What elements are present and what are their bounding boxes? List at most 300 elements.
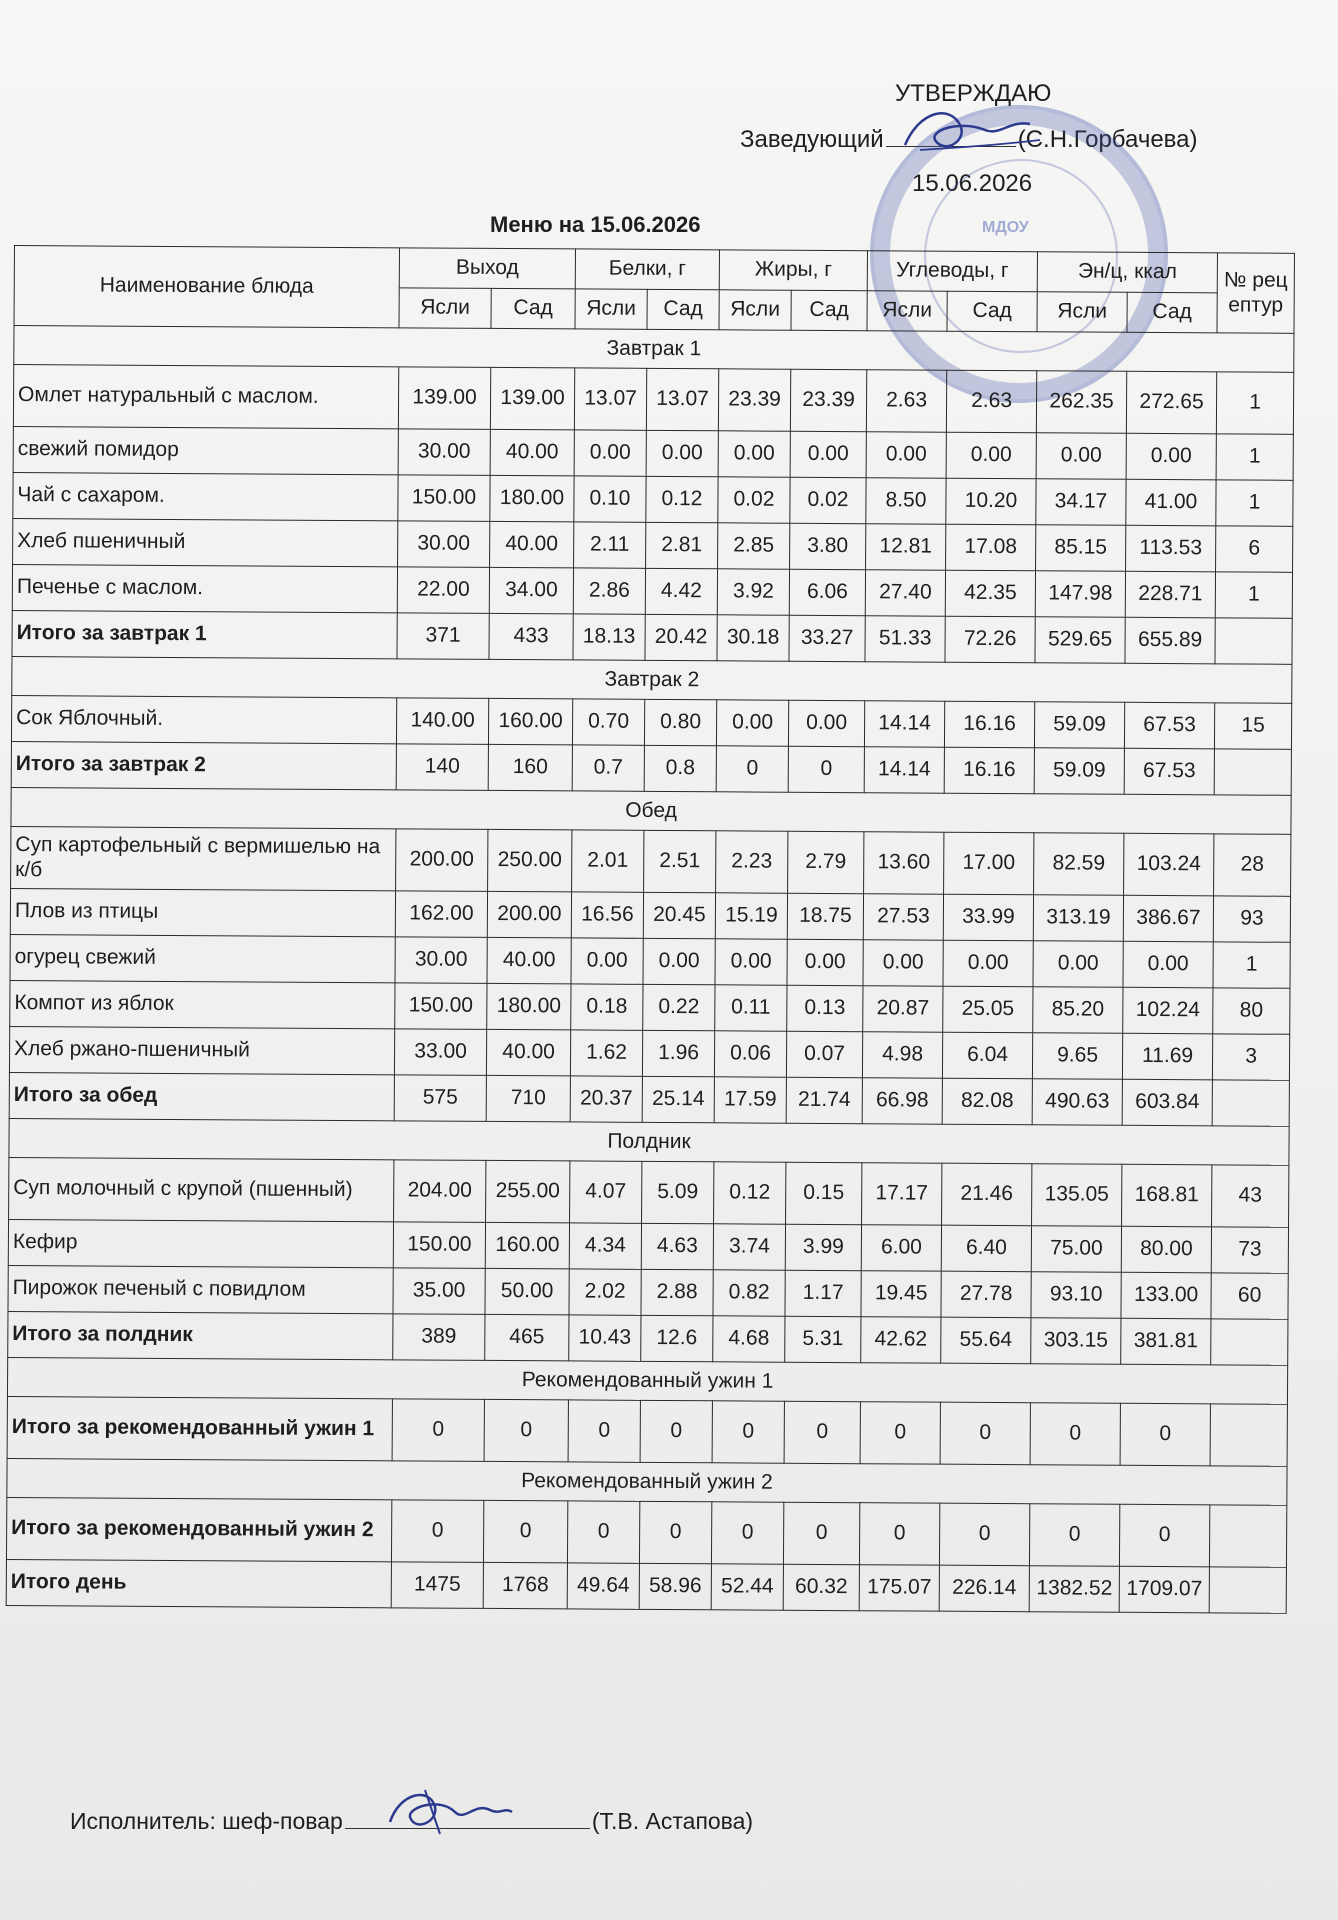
value-cell: 2.02 xyxy=(569,1269,641,1315)
recipe-number: 15 xyxy=(1214,703,1291,749)
recipe-number: 80 xyxy=(1213,988,1290,1034)
total-row xyxy=(6,1559,1286,1613)
value-cell: 50.00 xyxy=(485,1268,569,1315)
header-dish: Наименование блюда xyxy=(14,246,399,328)
dish-row xyxy=(9,1026,1289,1080)
header-nursery: Ясли xyxy=(575,289,647,329)
header-garden: Сад xyxy=(1127,292,1217,333)
value-cell: 0.00 xyxy=(788,700,864,746)
value-cell: 49.64 xyxy=(567,1563,639,1609)
value-cell: 2.23 xyxy=(716,831,788,893)
value-cell: 168.81 xyxy=(1122,1164,1212,1227)
value-cell: 0.00 xyxy=(790,431,866,477)
total-row xyxy=(11,741,1291,795)
value-cell: 3.80 xyxy=(790,523,866,569)
value-cell: 0.06 xyxy=(714,1031,786,1077)
value-cell: 0.80 xyxy=(644,699,716,745)
value-cell: 150.00 xyxy=(393,1222,485,1269)
recipe-number: 1 xyxy=(1213,942,1290,988)
header-fat: Жиры, г xyxy=(719,250,867,291)
value-cell: 4.63 xyxy=(641,1223,713,1269)
recipe-number: 43 xyxy=(1212,1165,1289,1227)
dish-row xyxy=(9,1157,1289,1227)
total-label: Итого за обед xyxy=(9,1072,394,1120)
recipe-number: 93 xyxy=(1213,896,1290,942)
value-cell: 55.64 xyxy=(941,1317,1031,1364)
value-cell: 35.00 xyxy=(393,1268,485,1315)
total-label: Итого за полдник xyxy=(8,1311,393,1359)
value-cell: 575 xyxy=(394,1075,486,1122)
dish-name: Плов из птицы xyxy=(10,888,395,936)
value-cell: 2.63 xyxy=(866,370,946,432)
executor-name: (Т.В. Астапова) xyxy=(591,1808,754,1834)
value-cell: 6.04 xyxy=(942,1032,1032,1079)
seal-text: МДОУ xyxy=(982,219,1029,236)
recipe-number xyxy=(1212,1080,1289,1126)
dish-row xyxy=(13,365,1293,435)
value-cell: 139.00 xyxy=(398,367,490,430)
value-cell: 4.07 xyxy=(570,1161,642,1223)
value-cell: 200.00 xyxy=(396,829,488,892)
recipe-number xyxy=(1209,1567,1286,1613)
dish-row xyxy=(10,934,1290,988)
value-cell: 0 xyxy=(639,1501,711,1563)
value-cell: 16.56 xyxy=(571,892,643,938)
dish-row xyxy=(8,1219,1288,1273)
header-garden: Сад xyxy=(791,290,867,330)
value-cell: 103.24 xyxy=(1124,833,1214,896)
dish-row xyxy=(13,518,1293,572)
value-cell: 2.88 xyxy=(641,1269,713,1315)
value-cell: 0 xyxy=(568,1400,640,1462)
value-cell: 4.68 xyxy=(713,1316,785,1362)
value-cell: 603.84 xyxy=(1122,1079,1212,1126)
value-cell: 3.99 xyxy=(785,1224,861,1270)
value-cell: 0.00 xyxy=(1123,941,1213,988)
value-cell: 23.39 xyxy=(790,369,866,431)
header-nursery: Ясли xyxy=(399,288,491,329)
value-cell: 58.96 xyxy=(639,1563,711,1609)
value-cell: 160.00 xyxy=(488,698,572,745)
value-cell: 42.62 xyxy=(861,1317,941,1363)
value-cell: 60.32 xyxy=(783,1564,859,1610)
recipe-number: 1 xyxy=(1216,480,1293,526)
value-cell: 0.10 xyxy=(574,476,646,522)
value-cell: 180.00 xyxy=(490,475,574,522)
value-cell: 6.06 xyxy=(789,569,865,615)
recipe-number xyxy=(1214,749,1291,795)
value-cell: 67.53 xyxy=(1124,748,1214,795)
dish-name: Компот из яблок xyxy=(10,980,395,1028)
recipe-number: 6 xyxy=(1216,526,1293,572)
value-cell: 0 xyxy=(859,1503,939,1565)
recipe-number: 1 xyxy=(1216,372,1293,434)
value-cell: 0.07 xyxy=(786,1031,862,1077)
section-label: Завтрак 1 xyxy=(14,326,1294,373)
value-cell: 0.12 xyxy=(714,1162,786,1224)
value-cell: 2.01 xyxy=(572,830,644,892)
value-cell: 5.31 xyxy=(785,1316,861,1362)
value-cell: 262.35 xyxy=(1036,371,1126,434)
value-cell: 2.81 xyxy=(646,522,718,568)
value-cell: 228.71 xyxy=(1125,571,1215,618)
dish-name: огурец свежий xyxy=(10,934,395,982)
header-protein: Белки, г xyxy=(575,249,719,290)
header-row-1 xyxy=(14,246,1294,294)
value-cell: 433 xyxy=(489,613,573,660)
value-cell: 386.67 xyxy=(1123,895,1213,942)
value-cell: 6.00 xyxy=(861,1225,941,1271)
value-cell: 0.7 xyxy=(572,745,644,791)
value-cell: 0 xyxy=(640,1400,712,1462)
value-cell: 465 xyxy=(485,1314,569,1361)
value-cell: 13.60 xyxy=(864,832,944,894)
value-cell: 140.00 xyxy=(396,698,488,745)
value-cell: 204.00 xyxy=(394,1160,486,1223)
value-cell: 14.14 xyxy=(864,701,944,747)
value-cell: 72.26 xyxy=(945,616,1035,663)
total-label: Итого за рекомендованный ужин 1 xyxy=(7,1396,392,1460)
total-row xyxy=(8,1311,1288,1365)
dish-name: Суп молочный с крупой (пшенный) xyxy=(9,1157,394,1221)
value-cell: 4.98 xyxy=(862,1032,942,1078)
total-row xyxy=(7,1396,1287,1466)
value-cell: 4.42 xyxy=(645,568,717,614)
total-label: Итого за завтрак 2 xyxy=(11,741,396,789)
value-cell: 0 xyxy=(784,1401,860,1463)
value-cell: 18.75 xyxy=(787,893,863,939)
value-cell: 52.44 xyxy=(711,1564,783,1610)
value-cell: 0.00 xyxy=(718,431,790,477)
value-cell: 0 xyxy=(788,746,864,792)
value-cell: 2.51 xyxy=(644,830,716,892)
value-cell: 180.00 xyxy=(487,983,571,1030)
value-cell: 0.00 xyxy=(646,430,718,476)
value-cell: 2.85 xyxy=(718,523,790,569)
value-cell: 0 xyxy=(1030,1403,1120,1466)
value-cell: 389 xyxy=(393,1314,485,1361)
value-cell: 1.96 xyxy=(642,1030,714,1076)
executor-line xyxy=(70,1808,753,1835)
value-cell: 40.00 xyxy=(487,937,571,984)
value-cell: 30.00 xyxy=(398,521,490,568)
value-cell: 160 xyxy=(488,744,572,791)
value-cell: 40.00 xyxy=(490,429,574,476)
value-cell: 0.00 xyxy=(863,940,943,986)
value-cell: 9.65 xyxy=(1032,1033,1122,1080)
value-cell: 0.00 xyxy=(1126,433,1216,480)
value-cell: 82.59 xyxy=(1034,833,1124,896)
menu-table xyxy=(6,245,1295,1614)
value-cell: 0.12 xyxy=(646,476,718,522)
dish-row xyxy=(10,888,1290,942)
value-cell: 371 xyxy=(397,613,489,660)
value-cell: 0 xyxy=(391,1500,483,1563)
dish-name: Хлеб ржано-пшеничный xyxy=(9,1026,394,1074)
value-cell: 4.34 xyxy=(569,1223,641,1269)
value-cell: 0 xyxy=(939,1503,1029,1566)
total-label: Итого за завтрак 1 xyxy=(12,610,397,658)
dish-name: Омлет натуральный с маслом. xyxy=(13,365,398,429)
value-cell: 303.15 xyxy=(1031,1318,1121,1365)
value-cell: 33.99 xyxy=(943,894,1033,941)
value-cell: 30.00 xyxy=(398,429,490,476)
value-cell: 51.33 xyxy=(865,616,945,662)
value-cell: 0.00 xyxy=(715,939,787,985)
value-cell: 160.00 xyxy=(485,1222,569,1269)
value-cell: 20.87 xyxy=(863,986,943,1032)
recipe-number: 28 xyxy=(1214,834,1291,896)
value-cell: 0.00 xyxy=(946,432,1036,479)
header-nursery: Ясли xyxy=(719,290,791,330)
header-garden: Сад xyxy=(491,288,575,329)
dish-name: Чай с сахаром. xyxy=(13,472,398,520)
header-garden: Сад xyxy=(647,289,719,329)
value-cell: 0 xyxy=(1029,1504,1119,1567)
value-cell: 1709.07 xyxy=(1119,1566,1209,1613)
dish-name: Печенье с маслом. xyxy=(12,564,397,612)
value-cell: 34.17 xyxy=(1036,479,1126,526)
value-cell: 255.00 xyxy=(486,1160,570,1223)
value-cell: 1768 xyxy=(483,1562,567,1609)
value-cell: 1.62 xyxy=(570,1030,642,1076)
value-cell: 23.39 xyxy=(718,369,790,431)
value-cell: 14.14 xyxy=(864,747,944,793)
value-cell: 0.00 xyxy=(866,432,946,478)
value-cell: 25.14 xyxy=(642,1076,714,1122)
recipe-number: 3 xyxy=(1212,1034,1289,1080)
value-cell: 250.00 xyxy=(488,829,572,892)
value-cell: 0 xyxy=(392,1399,484,1462)
value-cell: 3.74 xyxy=(713,1224,785,1270)
value-cell: 0.13 xyxy=(787,985,863,1031)
value-cell: 2.79 xyxy=(788,831,864,893)
value-cell: 41.00 xyxy=(1126,479,1216,526)
value-cell: 82.08 xyxy=(942,1078,1032,1125)
value-cell: 0 xyxy=(860,1402,940,1464)
value-cell: 135.05 xyxy=(1032,1164,1122,1227)
value-cell: 175.07 xyxy=(859,1565,939,1611)
value-cell: 0.00 xyxy=(1036,433,1126,480)
value-cell: 0.00 xyxy=(1033,941,1123,988)
value-cell: 0.00 xyxy=(643,938,715,984)
value-cell: 0.00 xyxy=(574,430,646,476)
value-cell: 0.00 xyxy=(943,940,1033,987)
value-cell: 33.27 xyxy=(789,615,865,661)
value-cell: 381.81 xyxy=(1121,1318,1211,1365)
value-cell: 67.53 xyxy=(1124,702,1214,749)
value-cell: 20.37 xyxy=(570,1076,642,1122)
value-cell: 59.09 xyxy=(1034,702,1124,749)
total-row xyxy=(12,610,1292,664)
recipe-number: 73 xyxy=(1211,1227,1288,1273)
dish-row xyxy=(11,826,1291,896)
executor-label: Исполнитель: шеф-повар xyxy=(70,1808,343,1834)
dish-row xyxy=(12,564,1292,618)
value-cell: 0.70 xyxy=(572,699,644,745)
dish-row xyxy=(13,472,1293,526)
value-cell: 13.07 xyxy=(646,368,718,430)
value-cell: 17.08 xyxy=(946,524,1036,571)
dish-name: Суп картофельный с вермишелью на к/б xyxy=(11,826,396,890)
value-cell: 710 xyxy=(486,1075,570,1122)
value-cell: 12.6 xyxy=(641,1315,713,1361)
value-cell: 20.42 xyxy=(645,614,717,660)
value-cell: 0.15 xyxy=(786,1162,862,1224)
header-energy: Эн/ц, ккал xyxy=(1037,252,1217,293)
recipe-number xyxy=(1210,1404,1287,1466)
signature-line xyxy=(345,1808,590,1829)
value-cell: 1475 xyxy=(391,1562,483,1609)
value-cell: 20.45 xyxy=(643,892,715,938)
value-cell: 10.20 xyxy=(946,478,1036,525)
value-cell: 0.18 xyxy=(571,984,643,1030)
value-cell: 5.09 xyxy=(642,1161,714,1223)
value-cell: 80.00 xyxy=(1121,1226,1211,1273)
total-row xyxy=(6,1497,1286,1567)
total-label: Итого за рекомендованный ужин 2 xyxy=(6,1497,391,1561)
section-label: Рекомендованный ужин 1 xyxy=(7,1357,1287,1404)
value-cell: 0 xyxy=(711,1502,783,1564)
approval-title: УТВЕРЖДАЮ xyxy=(895,80,1052,107)
value-cell: 140 xyxy=(396,744,488,791)
header-output: Выход xyxy=(399,248,575,289)
value-cell: 102.24 xyxy=(1123,987,1213,1034)
value-cell: 16.16 xyxy=(944,747,1034,794)
value-cell: 0.02 xyxy=(790,477,866,523)
value-cell: 1.17 xyxy=(785,1270,861,1316)
value-cell: 200.00 xyxy=(487,891,571,938)
value-cell: 21.74 xyxy=(786,1077,862,1123)
value-cell: 147.98 xyxy=(1035,571,1125,618)
value-cell: 0 xyxy=(783,1502,859,1564)
value-cell: 113.53 xyxy=(1126,525,1216,572)
value-cell: 313.19 xyxy=(1033,895,1123,942)
dish-row xyxy=(10,980,1290,1034)
signature-line xyxy=(886,126,1016,147)
value-cell: 15.19 xyxy=(715,893,787,939)
value-cell: 16.16 xyxy=(944,701,1034,748)
dish-row xyxy=(8,1265,1288,1319)
value-cell: 42.35 xyxy=(945,570,1035,617)
value-cell: 85.20 xyxy=(1033,987,1123,1034)
section-label: Полдник xyxy=(9,1118,1289,1165)
value-cell: 490.63 xyxy=(1032,1079,1122,1126)
value-cell: 0 xyxy=(712,1401,784,1463)
value-cell: 85.15 xyxy=(1036,525,1126,572)
value-cell: 0.82 xyxy=(713,1270,785,1316)
value-cell: 2.63 xyxy=(946,370,1036,433)
recipe-number: 1 xyxy=(1215,572,1292,618)
recipe-number xyxy=(1209,1505,1286,1567)
header-garden: Сад xyxy=(947,291,1037,332)
section-label: Рекомендованный ужин 2 xyxy=(7,1458,1287,1505)
approval-line xyxy=(740,126,1197,154)
value-cell: 30.18 xyxy=(717,615,789,661)
value-cell: 133.00 xyxy=(1121,1272,1211,1319)
value-cell: 0.00 xyxy=(716,700,788,746)
value-cell: 34.00 xyxy=(489,567,573,614)
recipe-number xyxy=(1211,1319,1288,1365)
approval-position: Заведующий xyxy=(740,126,884,153)
value-cell: 17.17 xyxy=(862,1163,942,1225)
value-cell: 0.11 xyxy=(715,985,787,1031)
dish-name: свежий помидор xyxy=(13,426,398,474)
value-cell: 0.8 xyxy=(644,745,716,791)
value-cell: 0 xyxy=(716,746,788,792)
dish-row xyxy=(13,426,1293,480)
value-cell: 17.00 xyxy=(944,832,1034,895)
value-cell: 150.00 xyxy=(395,983,487,1030)
recipe-number: 60 xyxy=(1211,1273,1288,1319)
value-cell: 18.13 xyxy=(573,614,645,660)
recipe-number xyxy=(1215,618,1292,664)
value-cell: 19.45 xyxy=(861,1271,941,1317)
value-cell: 2.11 xyxy=(574,522,646,568)
header-recipe: № рецептур xyxy=(1217,253,1294,333)
value-cell: 75.00 xyxy=(1031,1226,1121,1273)
value-cell: 21.46 xyxy=(942,1163,1032,1226)
header-nursery: Ясли xyxy=(867,291,947,331)
dish-name: Сок Яблочный. xyxy=(11,695,396,743)
value-cell: 27.53 xyxy=(863,894,943,940)
value-cell: 529.65 xyxy=(1035,617,1125,664)
value-cell: 22.00 xyxy=(397,567,489,614)
value-cell: 0.00 xyxy=(571,938,643,984)
value-cell: 59.09 xyxy=(1034,748,1124,795)
value-cell: 139.00 xyxy=(490,367,574,430)
approval-date: 15.06.2026 xyxy=(912,170,1033,197)
value-cell: 0 xyxy=(1120,1403,1210,1466)
value-cell: 40.00 xyxy=(486,1029,570,1076)
section-label: Завтрак 2 xyxy=(12,656,1292,703)
value-cell: 2.86 xyxy=(573,568,645,614)
value-cell: 226.14 xyxy=(939,1565,1029,1612)
dish-name: Пирожок печеный с повидлом xyxy=(8,1265,393,1313)
value-cell: 150.00 xyxy=(398,475,490,522)
value-cell: 12.81 xyxy=(866,524,946,570)
menu-title: Меню на 15.06.2026 xyxy=(490,212,701,237)
value-cell: 272.65 xyxy=(1126,371,1216,434)
value-cell: 3.92 xyxy=(717,569,789,615)
dish-name: Кефир xyxy=(8,1219,393,1267)
value-cell: 0 xyxy=(483,1500,567,1563)
value-cell: 27.40 xyxy=(865,570,945,616)
value-cell: 0 xyxy=(1119,1504,1209,1567)
header-carbs: Углеводы, г xyxy=(867,251,1037,292)
value-cell: 655.89 xyxy=(1125,617,1215,664)
value-cell: 13.07 xyxy=(574,368,646,430)
value-cell: 162.00 xyxy=(395,891,487,938)
value-cell: 10.43 xyxy=(569,1315,641,1361)
value-cell: 11.69 xyxy=(1122,1033,1212,1080)
total-label: Итого день xyxy=(6,1559,391,1607)
value-cell: 0.02 xyxy=(718,477,790,523)
recipe-number: 1 xyxy=(1216,434,1293,480)
dish-name: Хлеб пшеничный xyxy=(13,518,398,566)
total-row xyxy=(9,1072,1289,1126)
value-cell: 0 xyxy=(567,1501,639,1563)
approval-name: (С.Н.Горбачева) xyxy=(1017,126,1198,153)
value-cell: 6.40 xyxy=(941,1225,1031,1272)
value-cell: 66.98 xyxy=(862,1078,942,1124)
value-cell: 0.00 xyxy=(787,939,863,985)
value-cell: 93.10 xyxy=(1031,1272,1121,1319)
value-cell: 0 xyxy=(940,1402,1030,1465)
value-cell: 40.00 xyxy=(490,521,574,568)
value-cell: 0.22 xyxy=(643,984,715,1030)
value-cell: 25.05 xyxy=(943,986,1033,1033)
